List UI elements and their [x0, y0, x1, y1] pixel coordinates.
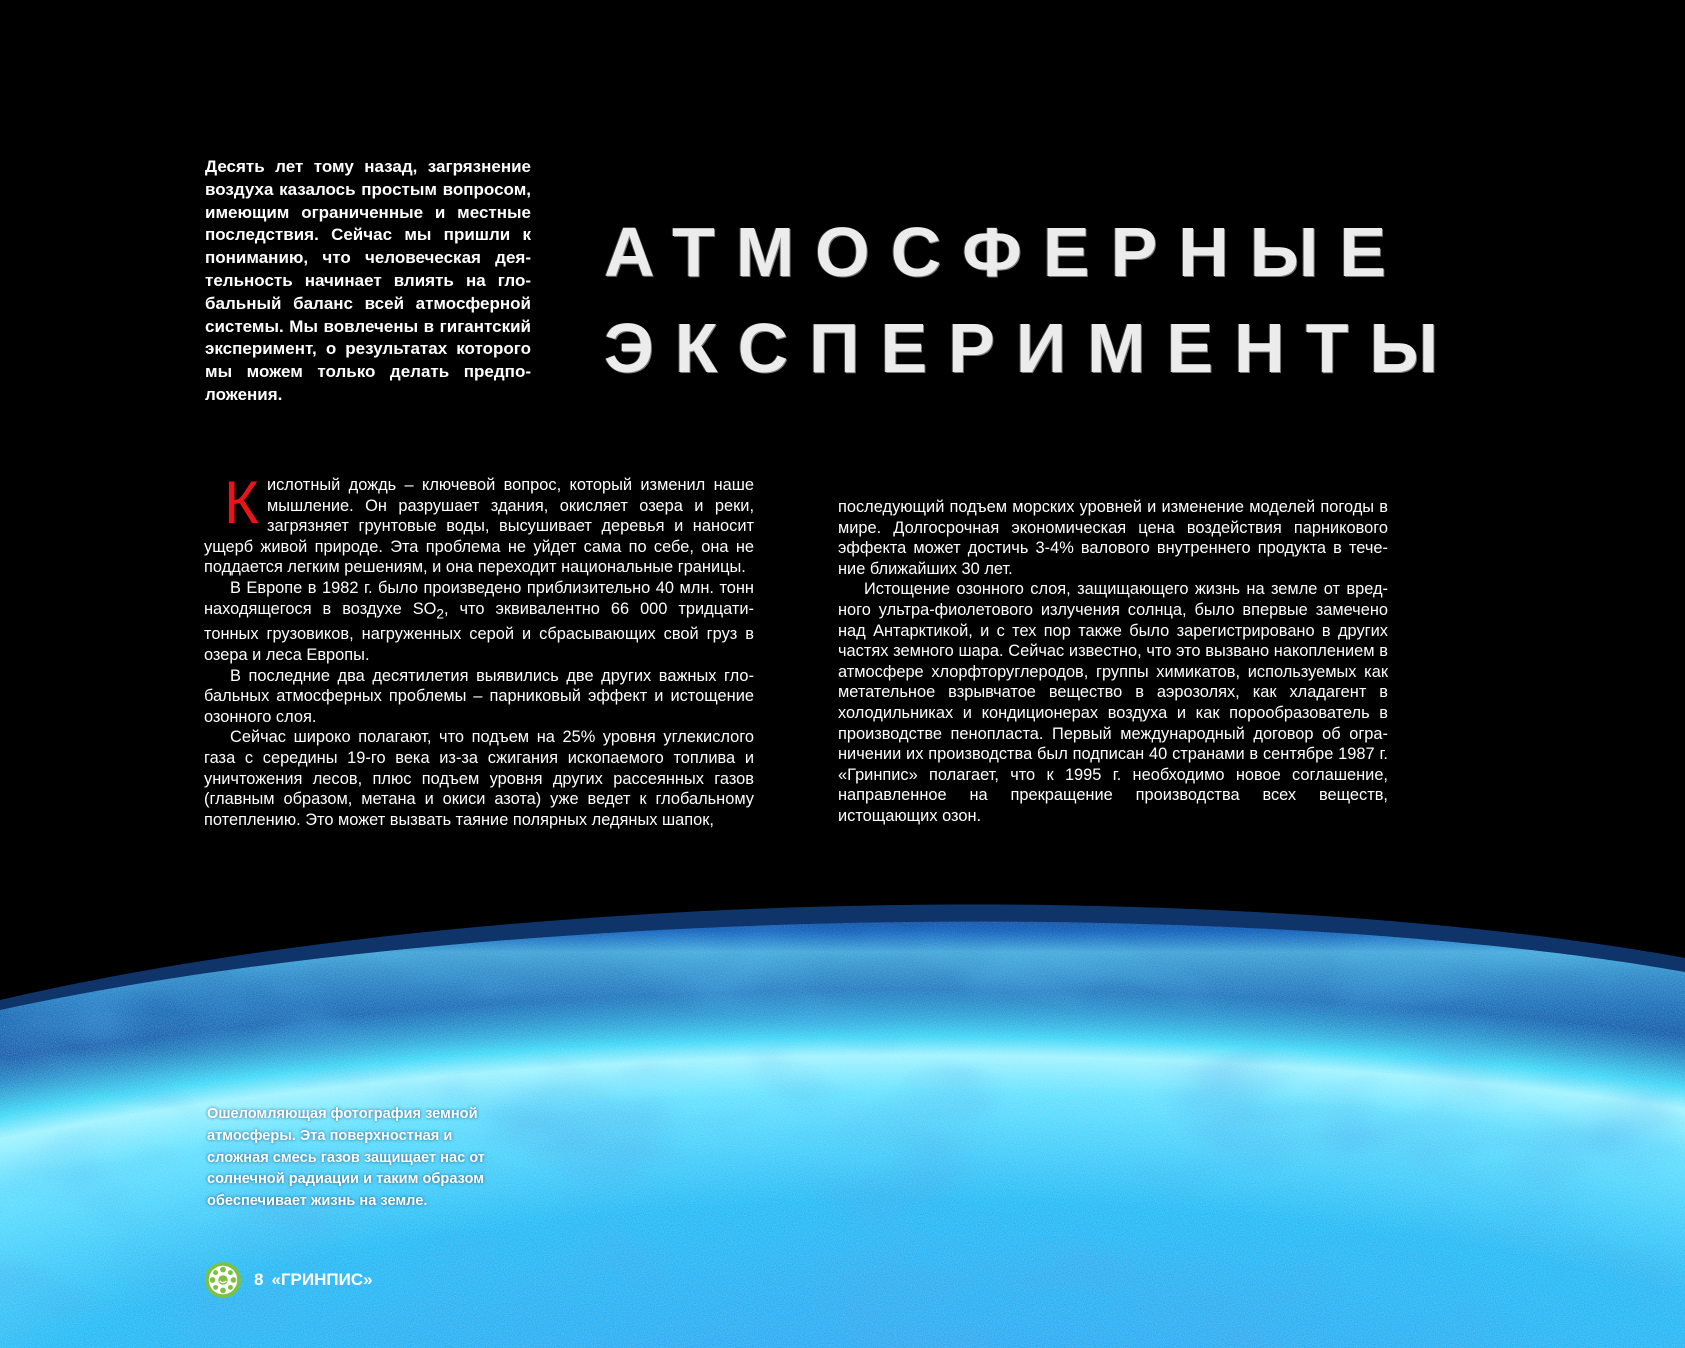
paragraph-2-text-b: , что эквивалентно 66 000 тридцати-тонных грузовиков, нагруженных серой и сбрасывающих свой груз в озера и леса Европы.: [204, 599, 754, 665]
drop-cap: К: [224, 469, 259, 536]
publication-name: «ГРИНПИС»: [271, 1270, 373, 1289]
so2-subscript: 2: [436, 605, 444, 621]
paragraph-1: [204, 469, 754, 578]
intro-lead-paragraph: Десять лет тому назад, загрязнение воздуха казалось простым вопросом, имеющим ограниченные и местные последствия. Сейчас мы пришли к пониманию, что человеческая дея-тельность начинает влиять на гло-бальный баланс всей атмосферной системы. Мы вовлечены в гигантский эксперимент, о результатах которого мы можем только делать предпо-ложения.: [205, 157, 531, 404]
paragraph-2-text-a: В Европе в 1982 г. было произведено приблизительно 40 млн. тонн находящегося в воздухе SO: [204, 578, 754, 618]
page-title: [604, 204, 1459, 396]
photo-caption: Ошеломляющая фотография земной атмосферы. Эта поверхностная и сложная смесь газов защищает нас от солнечной радиации и таким образом обеспечивает жизнь на земле.: [207, 1106, 485, 1210]
title-line-2: ЭКСПЕРИМЕНТЫ: [604, 309, 1459, 387]
title-line-1: АТМОСФЕРНЫЕ: [604, 213, 1408, 291]
paragraph-2: [204, 578, 754, 666]
article-column-right: [838, 497, 1388, 827]
paragraph-3: В последние два десятилетия выявились две других важных гло-бальных атмосферных проблемы – парниковый эффект и истощение озонного слоя.: [204, 666, 754, 726]
page-footer: [204, 1260, 373, 1300]
paragraph-5: последующий подъем морских уровней и изменение моделей погоды в мире. Долгосрочная экономическая цена воздействия парникового эффекта может достичь 3-4% валового внутреннего продукта в тече-ние ближайших 30 лет.: [838, 498, 1388, 578]
paragraph-1-text: ислотный дождь – ключевой вопрос, который изменил наше мышление. Он разрушает здания, окисляет озера и реки, загрязняет грунтовые воды, высушивает деревья и наносит ущерб живой природе. Эта проблема не уйдет сама по себе, она не поддается легким решениям, и она переходит национальные границы.: [204, 476, 754, 577]
page-number: 8: [254, 1270, 264, 1289]
article-column-left: [204, 469, 754, 830]
paragraph-6: Истощение озонного слоя, защищающего жизнь на земле от вред-ного ультра-фиолетового излучения солнца, было впервые замечено над Антарктикой, и с тех пор также было зарегистрировано в других частях земного шара. Сейчас известно, что это вызвано накоплением в атмосфере хлорфторуглеродов, группы химикатов, используемых как метательное взрывчатое вещество в аэрозолях, как хладагент в холодильниках и кондиционерах воздуха и как порообразователь в производстве пенопласта. Первый международный договор об огра-ничении их производства был подписан 40 странами в сентябре 1987 г. «Гринпис» полагает, что к 1995 г. необходимо новое соглашение, направленное на прекращение производства всех веществ, истощающих озон.: [838, 580, 1388, 825]
paragraph-4: Сейчас широко полагают, что подъем на 25% уровня углекислого газа с середины 19-го века из-за сжигания ископаемого топлива и уничтожения лесов, плюс подъем уровня других рассеянных газов (главным образом, метана и окиси азота) уже ведет к глобальному потеплению. Это может вызвать таяние полярных ледяных шапок,: [204, 728, 754, 829]
greenpeace-sun-logo-icon: [204, 1261, 242, 1299]
